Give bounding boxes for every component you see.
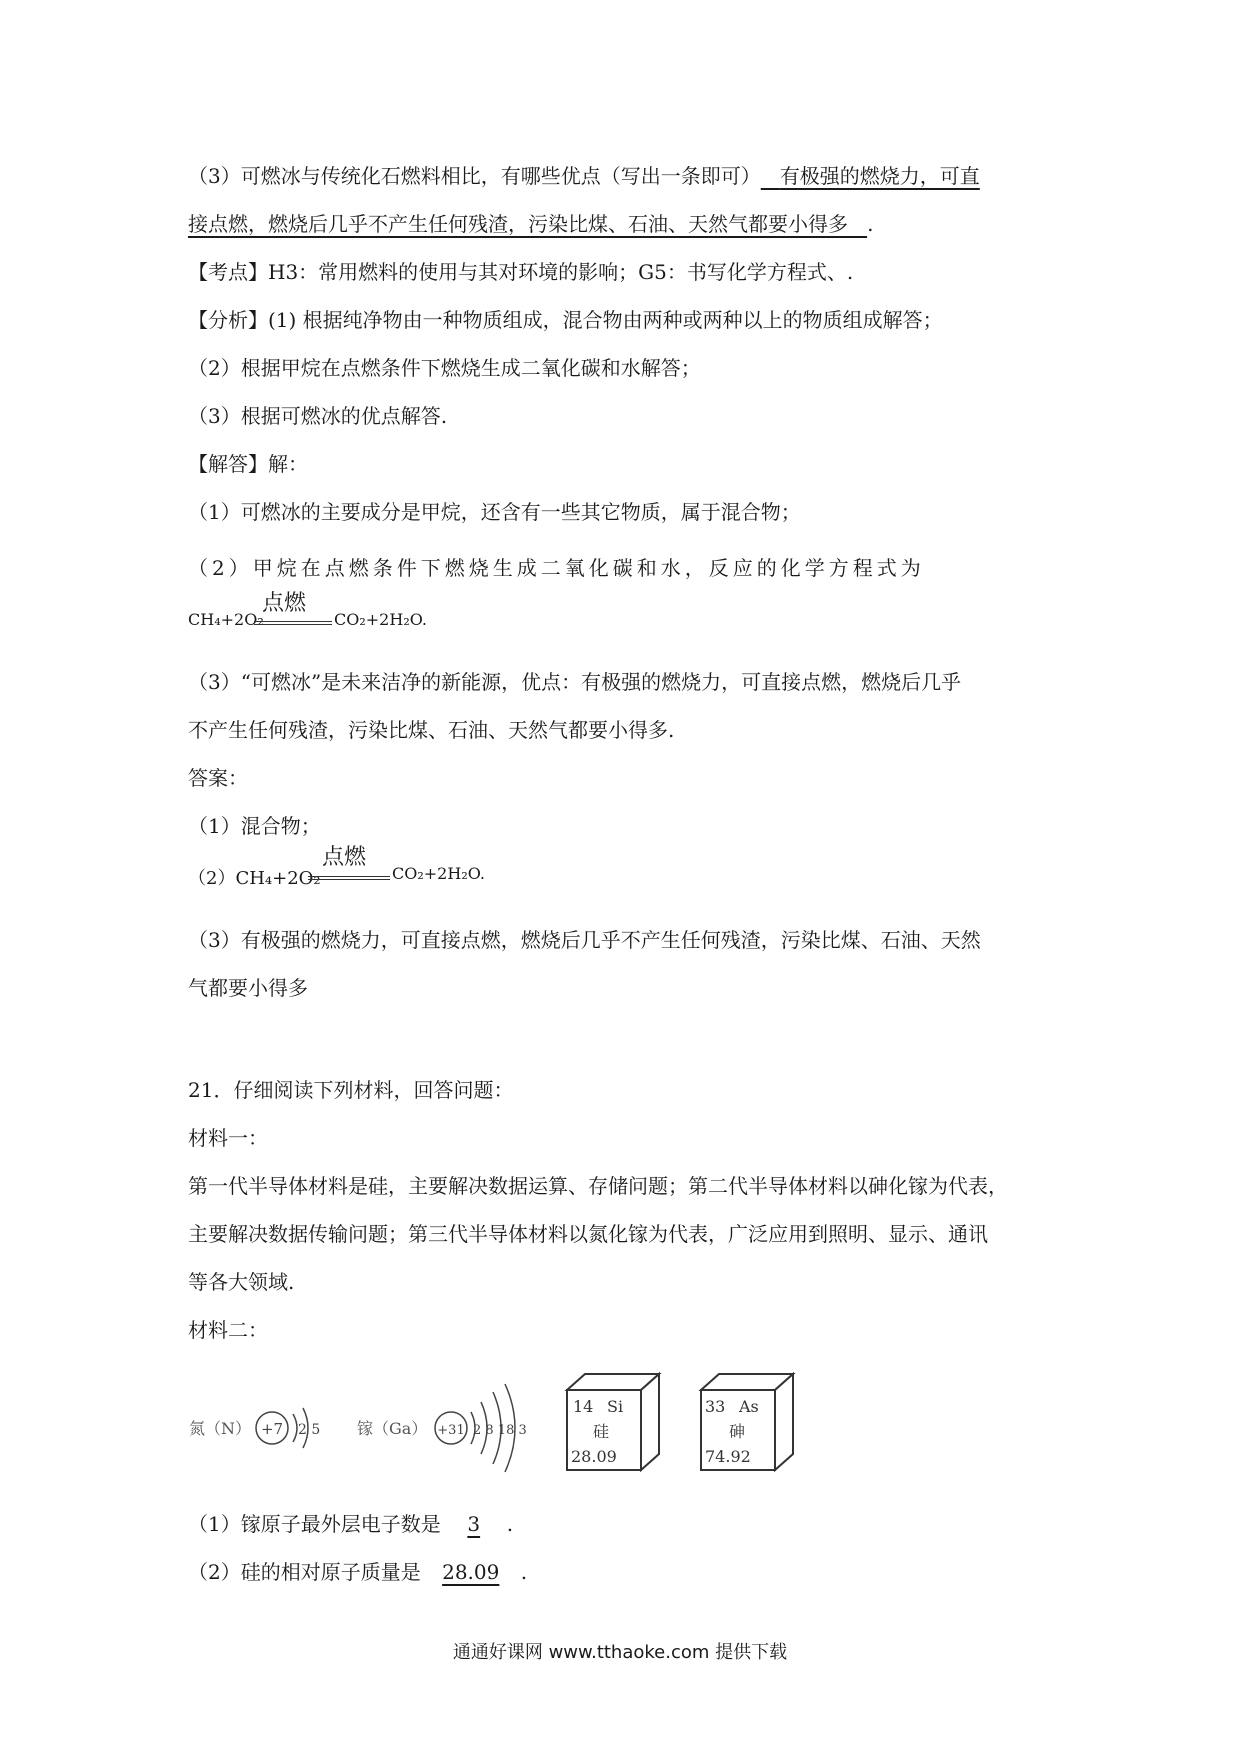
eq2-arrow [308, 876, 390, 880]
material1-label: 材料一： [188, 1126, 268, 1150]
q21-1-answer: 3 [467, 1512, 481, 1536]
n-shell-arc [293, 1414, 297, 1442]
as-name: 砷 [729, 1422, 746, 1441]
answer-3-line2: 气都要小得多 [188, 976, 308, 1000]
material1-line2: 主要解决数据传输问题；第三代半导体材料以氮化镓为代表，广泛应用到照明、显示、通讯 [188, 1222, 988, 1246]
n-shells: 2 5 [298, 1422, 321, 1438]
n-nucleus: +7 [260, 1420, 284, 1438]
as-element-cell [701, 1374, 793, 1470]
as-number: 33 [705, 1397, 726, 1416]
jieda-3-line2: 不产生任何残渣，污染比煤、石油、天然气都要小得多. [188, 718, 675, 742]
q3-line1 [188, 162, 980, 190]
material1-line1: 第一代半导体材料是硅，主要解决数据运算、存储问题；第二代半导体材料以砷化镓为代表， [188, 1174, 1008, 1198]
q21-2-prompt: （2）硅的相对原子质量是 [188, 1560, 421, 1584]
si-element-cell [567, 1374, 659, 1470]
fenxi-3: （3）根据可燃冰的优点解答. [188, 404, 448, 428]
jieda-1: （1）可燃冰的主要成分是甲烷，还含有一些其它物质，属于混合物； [188, 500, 801, 524]
answer-label: 答案： [188, 766, 248, 790]
q21-1-prompt: （1）镓原子最外层电子数是 [188, 1512, 441, 1536]
eq2-right: CO₂+2H₂O. [392, 864, 485, 883]
q21-2-answer: 28.09 [442, 1560, 500, 1584]
material2-figure [185, 1362, 805, 1492]
eq2-left: （2）CH₄+2O₂ [188, 868, 321, 889]
ga-label: 镓（Ga） [357, 1419, 428, 1438]
q21-2: （2）硅的相对原子质量是 28.09 . [188, 1560, 528, 1584]
eq1-arrow [254, 621, 332, 625]
eq1-right: CO₂+2H₂O. [334, 610, 427, 629]
q3-answer-part1: 有极强的燃烧力，可直 [779, 164, 980, 188]
eq2-condition: 点燃 [322, 845, 367, 870]
fenxi-1: 【分析】(1) 根据纯净物由一种物质组成，混合物由两种或两种以上的物质组成解答； [188, 308, 943, 332]
q3-answer-part2: 接点燃，燃烧后几乎不产生任何残渣，污染比煤、石油、天然气都要小得多 [188, 212, 848, 236]
page-footer: 通通好课网 www.tthaoke.com 提供下载 [452, 1642, 788, 1663]
n-label: 氮（N） [189, 1419, 252, 1438]
eq1-left: CH₄+2O₂ [188, 610, 264, 629]
q3-prompt: （3）可燃冰与传统化石燃料相比，有哪些优点（写出一条即可） [188, 164, 761, 188]
q21-title: 21．仔细阅读下列材料，回答问题： [188, 1078, 514, 1102]
si-symbol: Si [607, 1397, 624, 1416]
material2-label: 材料二： [188, 1318, 268, 1342]
jieda-3-line1: （3）“可燃冰”是未来洁净的新能源，优点：有极强的燃烧力，可直接点燃，燃烧后几乎 [188, 670, 962, 694]
si-name: 硅 [593, 1422, 610, 1441]
as-symbol: As [739, 1397, 759, 1416]
jieda-2: （2）甲烷在点燃条件下燃烧生成二氧化碳和水，反应的化学方程式为 [188, 556, 925, 580]
as-mass: 74.92 [705, 1447, 751, 1466]
ga-shells: 2 8 18 3 [473, 1423, 527, 1438]
q21-1: （1）镓原子最外层电子数是 3 . [188, 1512, 514, 1536]
fenxi-2: （2）根据甲烷在点燃条件下燃烧生成二氧化碳和水解答； [188, 356, 701, 380]
q3-line2: 接点燃，燃烧后几乎不产生任何残渣，污染比煤、石油、天然气都要小得多 . [188, 212, 874, 236]
ga-nucleus: +31 [437, 1423, 465, 1438]
material1-line3: 等各大领域. [188, 1270, 295, 1294]
answer-3-line1: （3）有极强的燃烧力，可直接点燃，燃烧后几乎不产生任何残渣，污染比煤、石油、天然 [188, 928, 981, 952]
si-mass: 28.09 [571, 1447, 617, 1466]
eq1-condition: 点燃 [262, 591, 307, 616]
kaodian: 【考点】H3：常用燃料的使用与其对环境的影响；G5：书写化学方程式、. [188, 260, 854, 284]
si-number: 14 [573, 1397, 594, 1416]
jieda-heading: 【解答】解： [188, 452, 308, 476]
answer-1: （1）混合物； [188, 814, 321, 838]
